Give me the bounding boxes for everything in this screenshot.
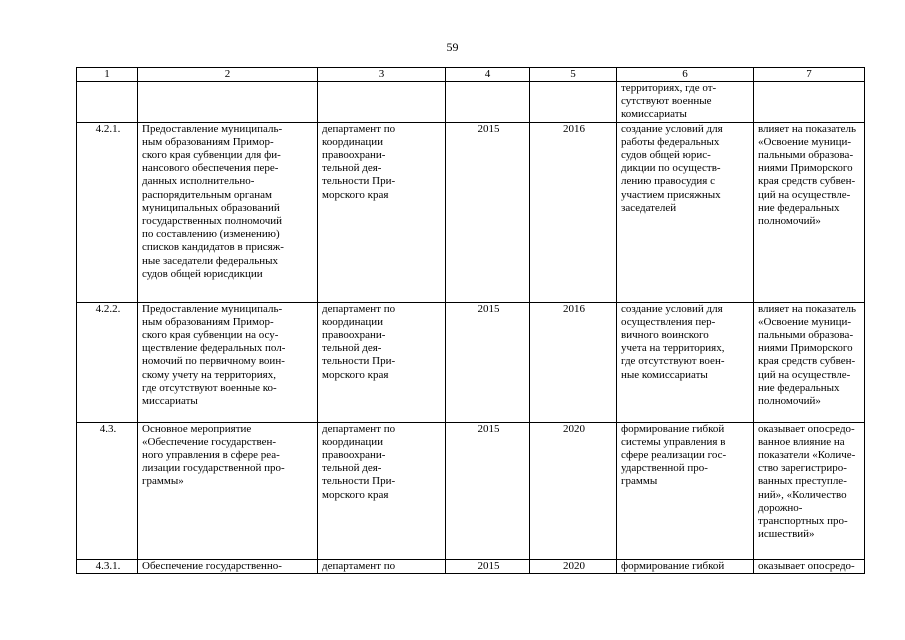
measure-number-cell: 4.3.1. [77, 559, 138, 573]
indicator-impact-cell: оказывает опосредо- [754, 559, 865, 573]
executor-cell: департамент по координации правоохрани- тельной дея- тельности При- морского края [318, 302, 446, 422]
measure-name-cell: Предоставление муниципаль- ным образованиям Примор- ского края субвенции для фи- нансового обеспечения пере- данных исполнительно- распорядительным органам муниципальных образований государственных полномочий по составлению (изменению) списков кандидатов в присяж- ные заседатели федеральных судов общей юрисдикции [138, 122, 318, 302]
column-number: 6 [617, 68, 754, 82]
end-year-cell: 2020 [530, 559, 617, 573]
end-year-cell: 2016 [530, 122, 617, 302]
expected-result-cell: создание условий для осуществления пер- вичного воинского учета на территориях, где отсутствуют воен- ные комиссариаты [617, 302, 754, 422]
executor-cell: департамент по координации правоохрани- тельной дея- тельности При- морского края [318, 422, 446, 559]
column-number: 4 [446, 68, 530, 82]
measure-name-cell: Предоставление муниципаль- ным образованиям Примор- ского края субвенции на осу- ществление федеральных пол- номочий по первичному воин- скому учету на территориях, где отсутствуют военные ко- миссариаты [138, 302, 318, 422]
measure-number-cell: 4.2.1. [77, 122, 138, 302]
expected-result-cell: территориях, где от- сутствуют военные комиссариаты [617, 82, 754, 123]
table-row-4-2-2 [77, 302, 865, 422]
expected-result-cell: создание условий для работы федеральных судов общей юрис- дикции по осуществ- лению правосудия с участием присяжных заседателей [617, 122, 754, 302]
table-row-4-3 [77, 422, 865, 559]
column-number: 3 [318, 68, 446, 82]
table-row-4-3-1 [77, 559, 865, 573]
end-year-cell: 2020 [530, 422, 617, 559]
indicator-impact-cell: влияет на показатель «Освоение муници- пальными образова- ниями Приморского края средств субвен- ций на осуществле- ние федеральных полномочий» [754, 302, 865, 422]
expected-result-cell: формирование гибкой [617, 559, 754, 573]
end-year-cell: 2016 [530, 302, 617, 422]
table-row-4-2-1 [77, 122, 865, 302]
indicator-impact-cell: влияет на показатель «Освоение муници- пальными образова- ниями Приморского края средств субвен- ций на осуществле- ние федеральных полномочий» [754, 122, 865, 302]
table-row-continuation [77, 82, 865, 123]
program-measures-table [76, 67, 865, 574]
indicator-impact-cell [754, 82, 865, 123]
column-number-row [77, 68, 865, 82]
column-number: 1 [77, 68, 138, 82]
expected-result-cell: формирование гибкой системы управления в сфере реализации гос- ударственной про- граммы [617, 422, 754, 559]
executor-cell: департамент по координации правоохрани- тельной дея- тельности При- морского края [318, 122, 446, 302]
start-year-cell: 2015 [446, 302, 530, 422]
column-number: 2 [138, 68, 318, 82]
measure-name-cell: Основное мероприятие «Обеспечение государствен- ного управления в сфере реа- лизации государственной про- граммы» [138, 422, 318, 559]
measure-number-cell: 4.2.2. [77, 302, 138, 422]
start-year-cell: 2015 [446, 422, 530, 559]
end-year-cell [530, 82, 617, 123]
start-year-cell [446, 82, 530, 123]
column-number: 7 [754, 68, 865, 82]
measure-name-cell [138, 82, 318, 123]
page-number: 59 [446, 40, 459, 54]
indicator-impact-cell: оказывает опосредо- ванное влияние на показатели «Количе- ство зарегистриро- ванных преступле- ний», «Количество дорожно- транспортных про- исшествий» [754, 422, 865, 559]
start-year-cell: 2015 [446, 122, 530, 302]
measure-name-cell: Обеспечение государственно- [138, 559, 318, 573]
executor-cell: департамент по [318, 559, 446, 573]
start-year-cell: 2015 [446, 559, 530, 573]
measure-number-cell [77, 82, 138, 123]
column-number: 5 [530, 68, 617, 82]
measure-number-cell: 4.3. [77, 422, 138, 559]
executor-cell [318, 82, 446, 123]
